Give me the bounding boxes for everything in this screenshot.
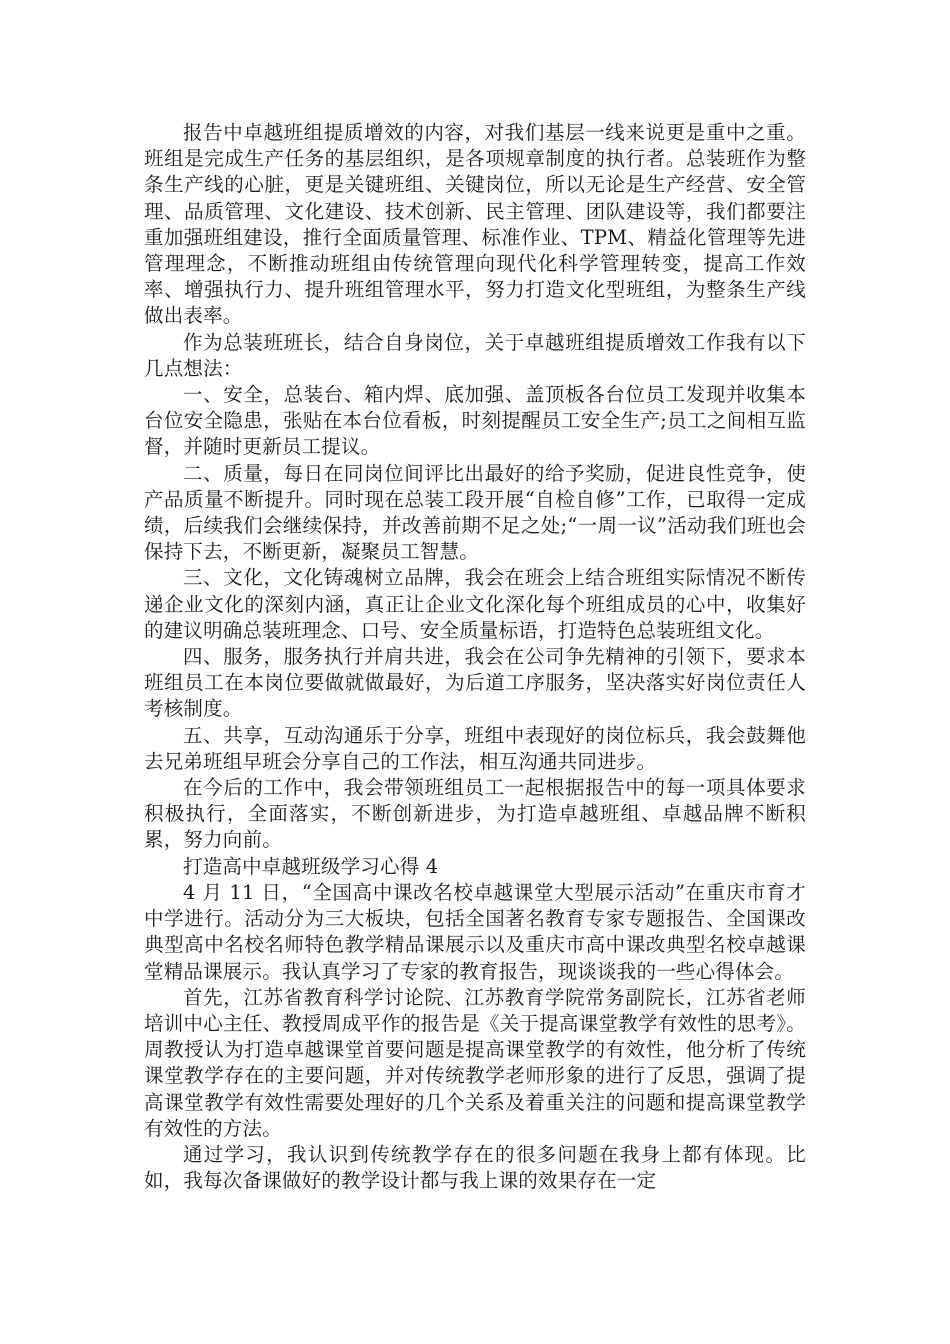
section-heading: 打造高中卓越班级学习心得 4 [183,854,439,878]
paragraph-culture: 三、文化，文化铸魂树立品牌，我会在班会上结合班组实际情况不断传递企业文化的深刻内涵，真正让企业文化深化每个班组成员的心中，收集好的建议明确总装班理念、口号、安全质量标语，打造特色总装班组文化。 [144,566,806,642]
paragraph-safety: 一、安全，总装台、箱内焊、底加强、盖顶板各台位员工发现并收集本台位安全隐患，张贴在本台位看板，时刻提醒员工安全生产;员工之间相互监督，并随时更新员工提议。 [144,383,806,459]
document-body [144,120,806,1194]
paragraph-quality: 二、质量，每日在同岗位间评比出最好的给予奖励，促进良性竞争，使产品质量不断提升。同时现在总装工段开展“自检自修”工作，已取得一定成绩，后续我们会继续保持，并改善前期不足之处;“一周一议”活动我们班也会保持下去，不断更新，凝聚员工智慧。 [144,461,806,564]
paragraph-sharing: 五、共享，互动沟通乐于分享，班组中表现好的岗位标兵，我会鼓舞他去兄弟班组早班会分享自己的工作法，相互沟通共同进步。 [144,723,806,773]
paragraph-ideas-lead: 作为总装班班长，结合自身岗位，关于卓越班组提质增效工作我有以下几点想法： [144,330,806,380]
paragraph-event: 4 月 11 日，“全国高中课改名校卓越课堂大型展示活动”在重庆市育才中学进行。活动分为三大板块，包括全国著名教育专家专题报告、全国课改典型高中名校名师特色教学精品课展示以及重庆市高中课改典型名校卓越课堂精品课展示。我认真学习了专家的教育报告，现谈谈我的一些心得体会。 [144,880,806,983]
paragraph-reflection: 通过学习，我认识到传统教学存在的很多问题在我身上都有体现。比如，我每次备课做好的教学设计都与我上课的效果存在一定 [144,1142,806,1193]
paragraph-conclusion: 在今后的工作中，我会带领班组员工一起根据报告中的每一项具体要求积极执行，全面落实，不断创新进步，为打造卓越班组、卓越品牌不断积累，努力向前。 [144,776,806,852]
paragraph-first-report: 首先，江苏省教育科学讨论院、江苏教育学院常务副院长，江苏省老师培训中心主任、教授周成平作的报告是《关于提高课堂教学有效性的思考》。周教授认为打造卓越课堂首要问题是提高课堂教学的有效性，他分析了传统课堂教学存在的主要问题，并对传统教学老师形象的进行了反思，强调了提高课堂教学有效性需要处理好的几个关系及着重关注的问题和提高课堂教学有效性的方法。 [144,985,806,1140]
paragraph-service: 四、服务，服务执行并肩共进，我会在公司争先精神的引领下，要求本班组员工在本岗位要做就做最好，为后道工序服务，坚决落实好岗位责任人考核制度。 [144,645,806,721]
paragraph-intro: 报告中卓越班组提质增效的内容，对我们基层一线来说更是重中之重。班组是完成生产任务的基层组织，是各项规章制度的执行者。总装班作为整条生产线的心脏，更是关键班组、关键岗位，所以无论是生产经营、安全管理、品质管理、文化建设、技术创新、民主管理、团队建设等，我们都要注重加强班组建设，推行全面质量管理、标准作业、TPM、精益化管理等先进管理理念，不断推动班组由传统管理向现代化科学管理转变，提高工作效率、增强执行力、提升班组管理水平，努力打造文化型班组，为整条生产线做出表率。 [144,121,806,328]
